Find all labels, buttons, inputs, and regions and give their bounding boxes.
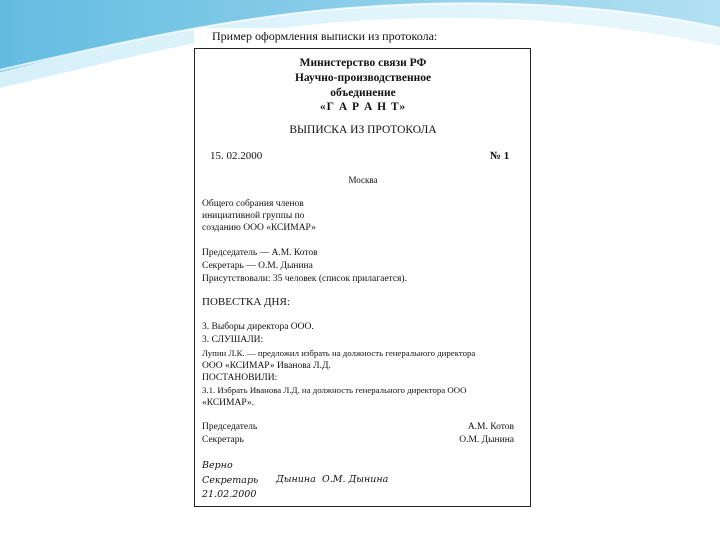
doc-title: ВЫПИСКА ИЗ ПРОТОКОЛА [289,124,437,136]
secretary-line: Секретарь — О.М. Дынина [202,261,313,271]
chair-line: Председатель — А.М. Котов [202,248,318,258]
doc-number: № 1 [490,150,510,162]
heading-line-3: созданию ООО «КСИМАР» [202,223,316,233]
certify-role: Секретарь [202,475,259,486]
org-type: Научно-производственное [294,72,432,84]
resolved-text-2: «КСИМАР». [202,398,254,408]
sign-secretary-name: О.М. Дынина [459,435,514,445]
resolved-text-1: 3.1. Избрать Иванова Л.Д. на должность генерального директора ООО [202,385,467,395]
certify-name: О.М. Дынина [322,474,389,485]
heard-title: 3. СЛУШАЛИ: [202,335,264,345]
certify-date: 21.02.2000 [202,489,257,500]
agenda-title: ПОВЕСТКА ДНЯ: [202,296,290,308]
sign-chair-name: А.М. Котов [467,422,514,432]
heard-text-1: Лупин Л.К. — предложил избрать на должность генерального директора [202,348,476,358]
heard-text-2: ООО «КСИМАР» Иванова Л.Д. [202,361,331,371]
sign-chair-label: Председатель [202,422,258,432]
heading-line-2: инициативной группы по [202,211,305,221]
resolved-title: ПОСТАНОВИЛИ: [202,373,278,383]
doc-date: 15. 02.2000 [210,150,263,162]
present-line: Присутствовали: 35 человек (список прилагается). [202,274,407,284]
sign-secretary-label: Секретарь [202,435,244,445]
org-type-2: объединение [330,87,396,99]
doc-city: Москва [348,175,378,185]
org-ministry: Министерство связи РФ [299,57,427,69]
certify-signature: Дынина [276,474,316,485]
caption: Пример оформления выписки из протокола: [212,29,438,43]
org-name: «Г А Р А Н Т» [319,101,407,113]
agenda-item: 3. Выборы директора ООО. [202,322,314,332]
heading-line-1: Общего собрания членов [202,199,304,209]
certify-verno: Верно [202,460,233,471]
